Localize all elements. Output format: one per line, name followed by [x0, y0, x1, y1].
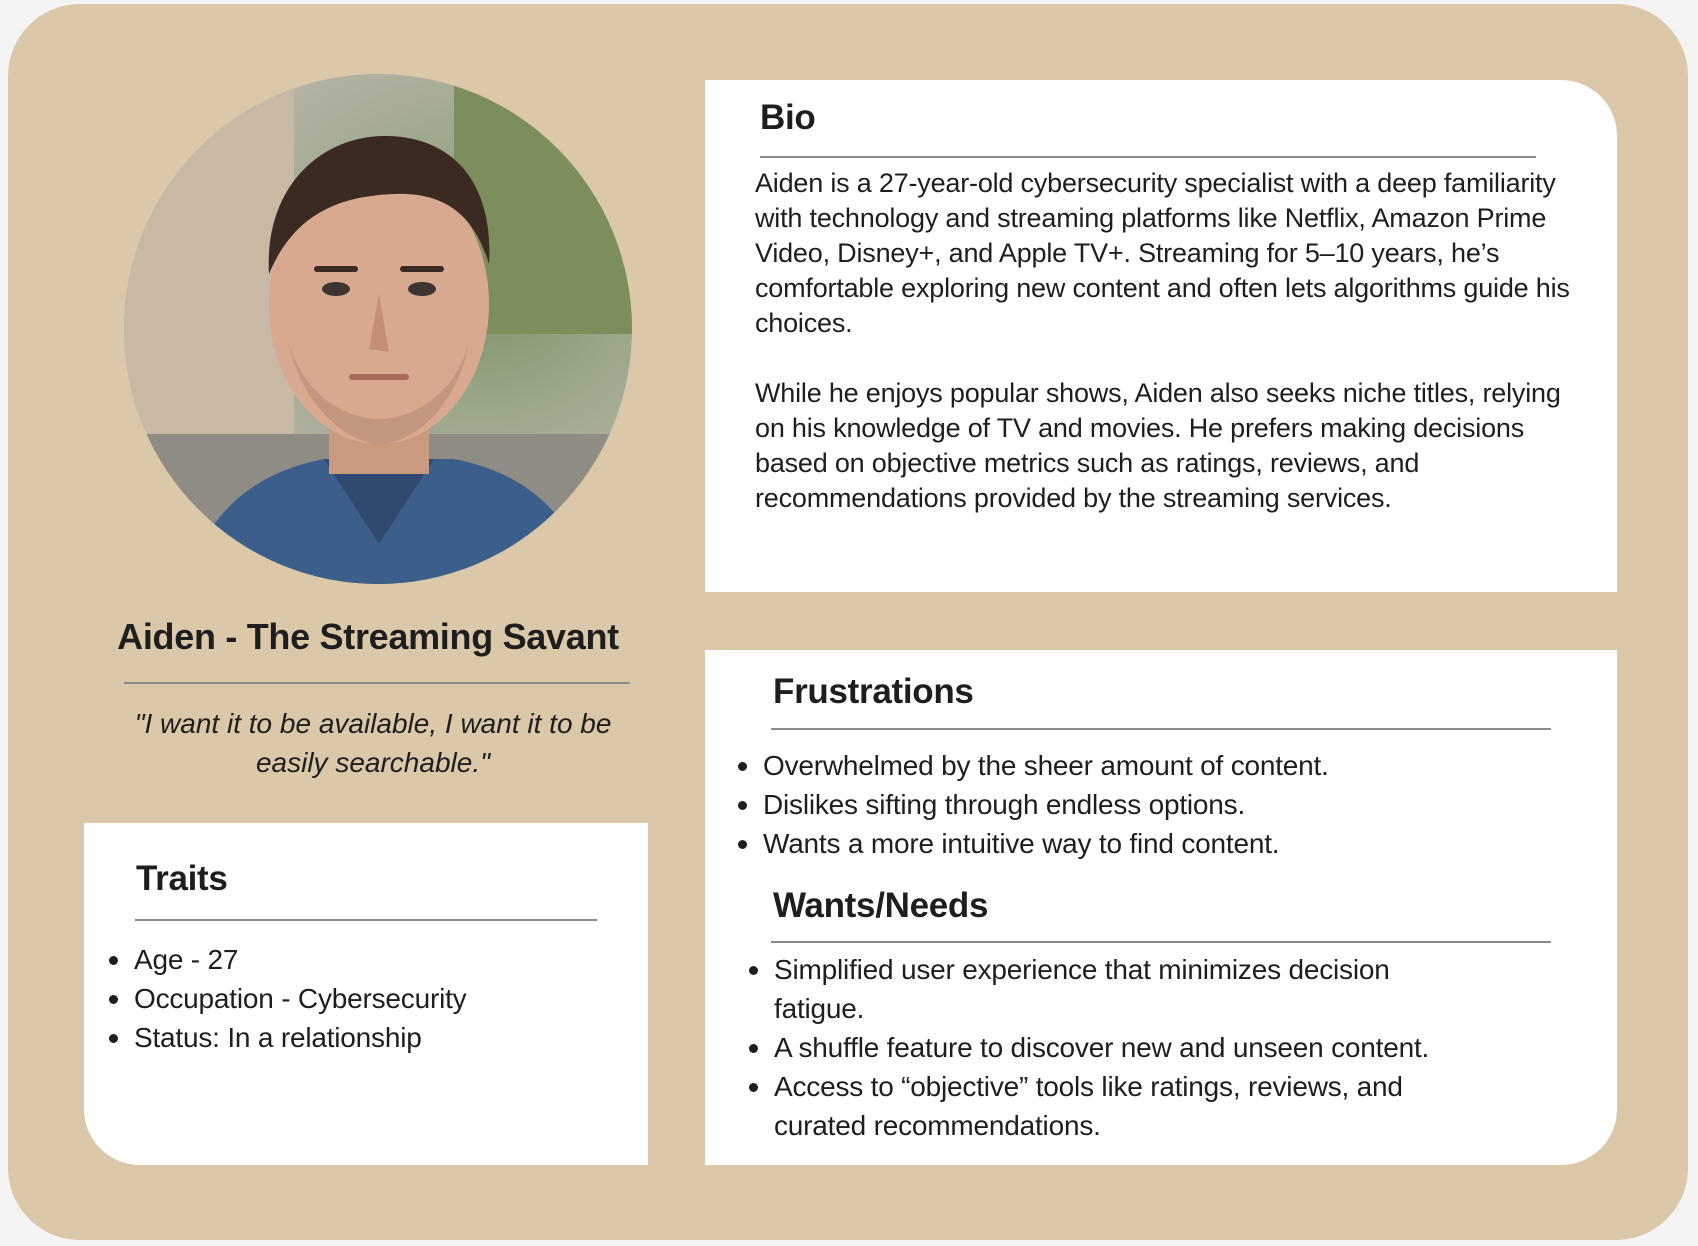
traits-panel [84, 823, 648, 1165]
list-item: Status: In a relationship [104, 1018, 466, 1057]
wants-divider [771, 941, 1551, 943]
avatar [124, 74, 632, 584]
traits-list [104, 940, 466, 1057]
list-item: Occupation - Cybersecurity [104, 979, 466, 1018]
name-divider [124, 682, 630, 684]
traits-heading: Traits [136, 859, 228, 898]
frustrations-list [733, 746, 1573, 863]
list-item: A shuffle feature to discover new and unseen content. [744, 1028, 1484, 1067]
persona-name: Aiden - The Streaming Savant [117, 616, 619, 657]
list-item: Simplified user experience that minimizes decision fatigue. [744, 950, 1484, 1028]
list-item: Overwhelmed by the sheer amount of content. [733, 746, 1573, 785]
traits-divider [135, 919, 597, 921]
bio-divider [760, 156, 1536, 158]
frustrations-divider [771, 728, 1551, 730]
frustrations-heading: Frustrations [773, 672, 974, 711]
wants-list [744, 950, 1484, 1145]
bio-paragraph: Aiden is a 27-year-old cybersecurity specialist with a deep familiarity with technology and streaming platforms like Netflix, Amazon Prime Video, Disney+, and Apple TV+. Streaming for 5–10 years, he’s comfortable exploring new content and often lets algorithms guide his choices. [755, 168, 1570, 338]
wants-heading: Wants/Needs [773, 886, 989, 925]
list-item: Wants a more intuitive way to find content. [733, 824, 1573, 863]
frustrations-panel [705, 650, 1617, 1165]
persona-quote: "I want it to be available, I want it to be easily searchable." [134, 708, 612, 778]
list-item: Access to “objective” tools like ratings, reviews, and curated recommendations. [744, 1067, 1484, 1145]
bio-heading: Bio [760, 98, 816, 137]
bio-paragraph: While he enjoys popular shows, Aiden also seeks niche titles, relying on his knowledge of TV and movies. He prefers making decisions based on objective metrics such as ratings, reviews, and recommendations provided by the streaming services. [755, 378, 1561, 513]
bio-text [755, 166, 1595, 516]
list-item: Age - 27 [104, 940, 466, 979]
list-item: Dislikes sifting through endless options. [733, 785, 1573, 824]
bio-panel [705, 80, 1617, 592]
portrait-illustration [124, 74, 632, 584]
